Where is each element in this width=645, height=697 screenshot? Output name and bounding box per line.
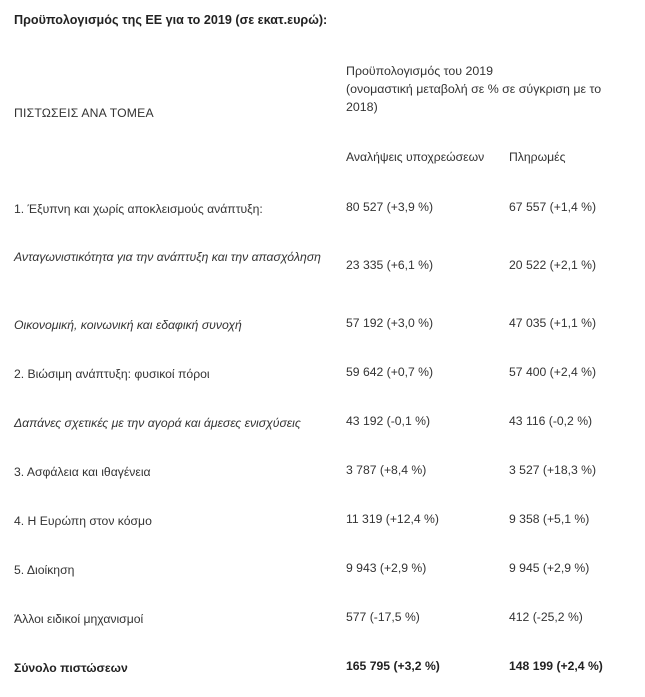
row-label: 3. Ασφάλεια και ιθαγένεια: [14, 465, 151, 479]
commitments-value: 577 (-17,5 %): [346, 610, 420, 624]
commitments-value: 3 787 (+8,4 %): [346, 463, 427, 477]
commitments-value: 11 319 (+12,4 %): [346, 512, 439, 526]
row-label: 1. Έξυπνη και χωρίς αποκλεισμούς ανάπτυξη:: [14, 202, 263, 216]
payments-value: 47 035 (+1,1 %): [509, 316, 597, 330]
row-label: 4. Η Ευρώπη στον κόσμο: [14, 514, 152, 528]
row-label: 2. Βιώσιμη ανάπτυξη: φυσικοί πόροι: [14, 367, 210, 381]
commitments-value: 80 527 (+3,9 %): [346, 200, 434, 214]
commitments-value: 9 943 (+2,9 %): [346, 561, 427, 575]
row-label: Οικονομική, κοινωνική και εδαφική συνοχή: [14, 318, 242, 332]
row-label: Άλλοι ειδικοί μηχανισμοί: [14, 612, 144, 626]
payments-value: 20 522 (+2,1 %): [509, 258, 597, 272]
budget-header-line-1: Προϋπολογισμός του 2019: [346, 64, 494, 78]
sector-column-header: ΠΙΣΤΩΣΕΙΣ ΑΝΑ ΤΟΜΕΑ: [14, 106, 154, 120]
payments-value: 3 527 (+18,3 %): [509, 463, 597, 477]
row-label: Δαπάνες σχετικές με την αγορά και άμεσες ενισχύσεις: [14, 416, 301, 430]
payments-value: 67 557 (+1,4 %): [509, 200, 597, 214]
commitments-value: 57 192 (+3,0 %): [346, 316, 434, 330]
page-title: Προϋπολογισμός της ΕΕ για το 2019 (σε εκατ.ευρώ):: [14, 13, 328, 27]
commitments-value: 59 642 (+0,7 %): [346, 365, 434, 379]
payments-value: 43 116 (-0,2 %): [509, 414, 593, 428]
commitments-value: 23 335 (+6,1 %): [346, 258, 434, 272]
payments-value: 9 945 (+2,9 %): [509, 561, 590, 575]
budget-column-header: [346, 62, 638, 116]
total-commitments-value: 165 795 (+3,2 %): [346, 659, 440, 673]
row-label: Ανταγωνιστικότητα για την ανάπτυξη και την απασχόληση: [14, 250, 321, 264]
total-label: Σύνολο πιστώσεων: [14, 661, 128, 675]
budget-header-line-3: 2018): [346, 100, 378, 114]
payments-value: 412 (-25,2 %): [509, 610, 583, 624]
commitments-column-header: Αναλήψεις υποχρεώσεων: [346, 150, 485, 164]
commitments-value: 43 192 (-0,1 %): [346, 414, 431, 428]
payments-value: 57 400 (+2,4 %): [509, 365, 597, 379]
payments-value: 9 358 (+5,1 %): [509, 512, 590, 526]
payments-column-header: Πληρωμές: [509, 150, 566, 164]
row-label: 5. Διοίκηση: [14, 563, 75, 577]
budget-header-line-2: (ονομαστική μεταβολή σε % σε σύγκριση με το: [346, 82, 602, 96]
total-payments-value: 148 199 (+2,4 %): [509, 659, 603, 673]
